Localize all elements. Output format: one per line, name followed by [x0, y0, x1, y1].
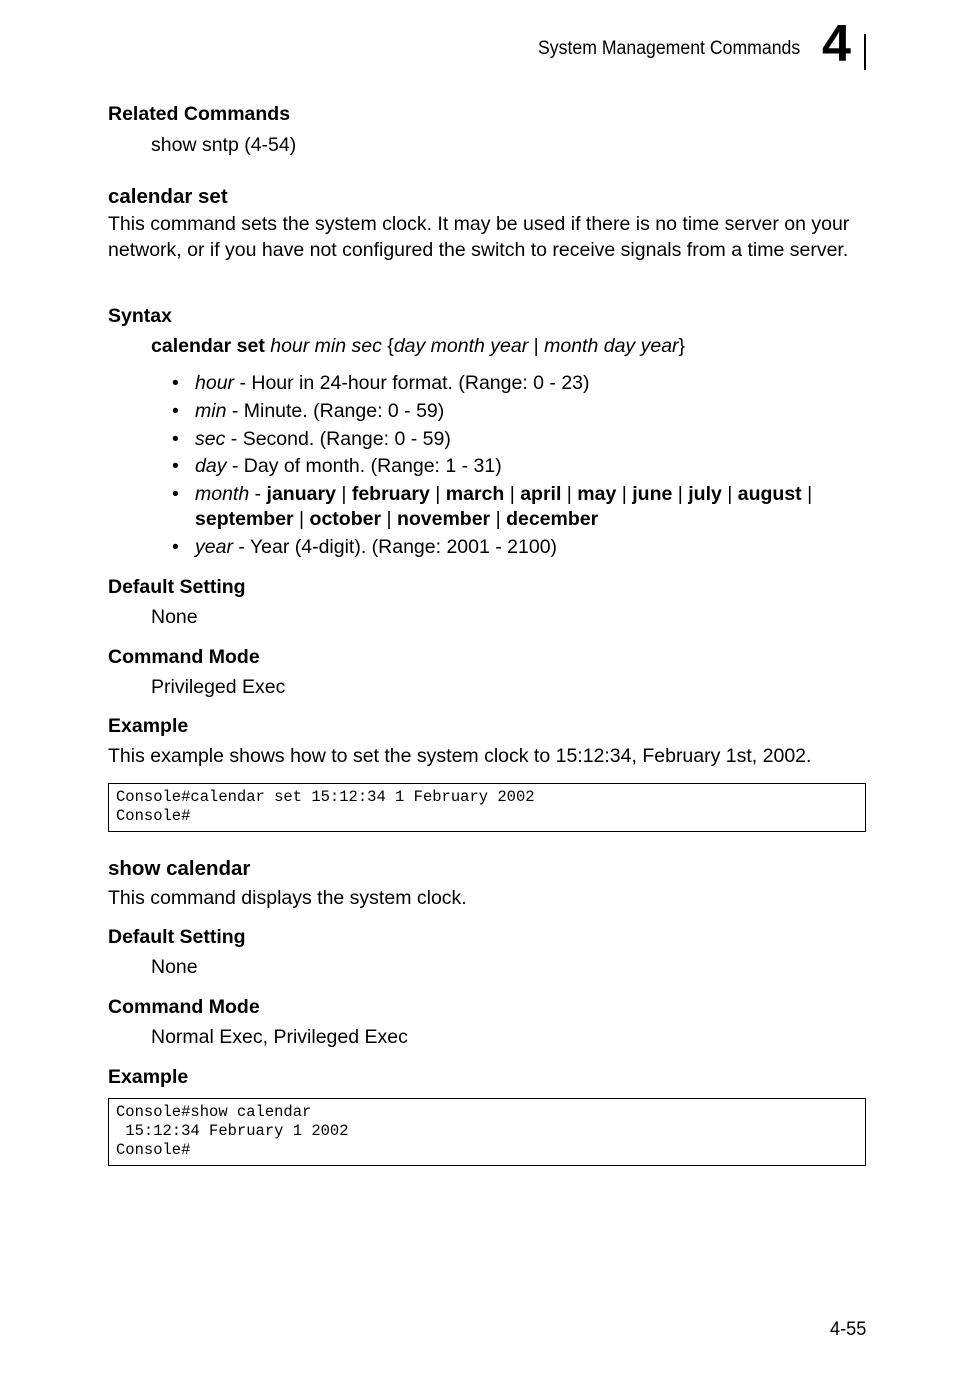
month-values-line-1 [267, 483, 818, 505]
default-setting-value: None [151, 606, 198, 628]
default-setting-heading: Default Setting [108, 576, 246, 598]
month-value: november [396, 508, 491, 530]
syntax-separator: | [528, 335, 545, 357]
month-separator: | [561, 483, 578, 505]
default-setting-heading: Default Setting [108, 926, 246, 948]
syntax-params: hour min sec [270, 335, 382, 357]
param-name: hour [195, 372, 235, 394]
month-value: august [737, 483, 802, 505]
month-value: december [506, 508, 599, 530]
related-command-link[interactable]: show sntp (4-54) [151, 134, 297, 156]
param-desc: - Minute. (Range: 0 - 59) [226, 400, 445, 422]
show-calendar-description: This command displays the system clock. [108, 887, 467, 909]
param-item-min [172, 400, 444, 423]
bullet: • [172, 428, 179, 450]
month-separator: | [801, 483, 818, 505]
command-mode-value: Privileged Exec [151, 676, 286, 698]
example-description: This example shows how to set the system clock to 15:12:34, February 1st, 2002. [108, 745, 812, 767]
chapter-bar [864, 34, 866, 70]
syntax-heading: Syntax [108, 305, 172, 327]
default-setting-value: None [151, 956, 198, 978]
param-item-year [172, 536, 557, 559]
month-separator: | [381, 508, 397, 530]
command-mode-heading: Command Mode [108, 646, 260, 668]
example-code-block: Console#show calendar 15:12:34 February 1 2002 Console# [108, 1098, 866, 1166]
month-separator: | [721, 483, 738, 505]
show-calendar-title: show calendar [108, 857, 251, 880]
page-number: 4-55 [830, 1318, 867, 1340]
command-mode-value: Normal Exec, Privileged Exec [151, 1026, 408, 1048]
syntax-line [151, 335, 685, 358]
month-value: february [351, 483, 430, 505]
month-value: june [632, 483, 673, 505]
month-separator: | [616, 483, 633, 505]
param-item-sec [172, 428, 451, 451]
bullet: • [172, 400, 179, 422]
example-heading: Example [108, 715, 189, 737]
param-item-day [172, 455, 502, 478]
month-separator: | [504, 483, 521, 505]
bullet: • [172, 455, 179, 477]
param-name: day [195, 455, 227, 477]
related-commands-heading: Related Commands [108, 103, 291, 125]
param-name: year [195, 536, 233, 558]
month-values-line-2 [195, 508, 598, 531]
month-separator: | [672, 483, 689, 505]
param-name: month [195, 483, 250, 505]
syntax-brace-close: } [678, 335, 686, 357]
month-value: september [195, 508, 294, 530]
param-desc: - [249, 483, 267, 505]
param-desc: - Second. (Range: 0 - 59) [225, 428, 451, 450]
param-item-hour [172, 372, 590, 395]
param-name: sec [195, 428, 226, 450]
param-desc: - Hour in 24-hour format. (Range: 0 - 23) [234, 372, 590, 394]
example-code-block: Console#calendar set 15:12:34 1 February 2002 Console# [108, 783, 866, 832]
bullet: • [172, 372, 179, 394]
command-mode-heading: Command Mode [108, 996, 260, 1018]
syntax-brace-open: { [387, 335, 394, 357]
month-value: july [688, 483, 722, 505]
running-header: System Management Commands [538, 38, 801, 59]
month-separator: | [429, 483, 446, 505]
param-item-month [172, 483, 818, 506]
month-separator: | [490, 508, 507, 530]
bullet: • [172, 483, 179, 505]
syntax-command: calendar set [151, 335, 265, 357]
month-value: april [520, 483, 562, 505]
example-heading: Example [108, 1066, 189, 1088]
month-separator: | [293, 508, 310, 530]
month-value: october [309, 508, 382, 530]
param-desc: - Day of month. (Range: 1 - 31) [226, 455, 502, 477]
bullet: • [172, 536, 179, 558]
month-value: may [577, 483, 617, 505]
month-value: january [266, 483, 336, 505]
calendar-set-description: This command sets the system clock. It may be used if there is no time server on your network, or if you have not configured the switch to receive signals from a time server. [108, 213, 850, 261]
month-separator: | [335, 483, 352, 505]
syntax-alt-2: month day year [544, 335, 679, 357]
month-value: march [445, 483, 505, 505]
syntax-alt-1: day month year [393, 335, 529, 357]
param-name: min [195, 400, 227, 422]
calendar-set-title: calendar set [108, 185, 228, 208]
param-desc: - Year (4-digit). (Range: 2001 - 2100) [232, 536, 558, 558]
chapter-number: 4 [822, 15, 851, 73]
